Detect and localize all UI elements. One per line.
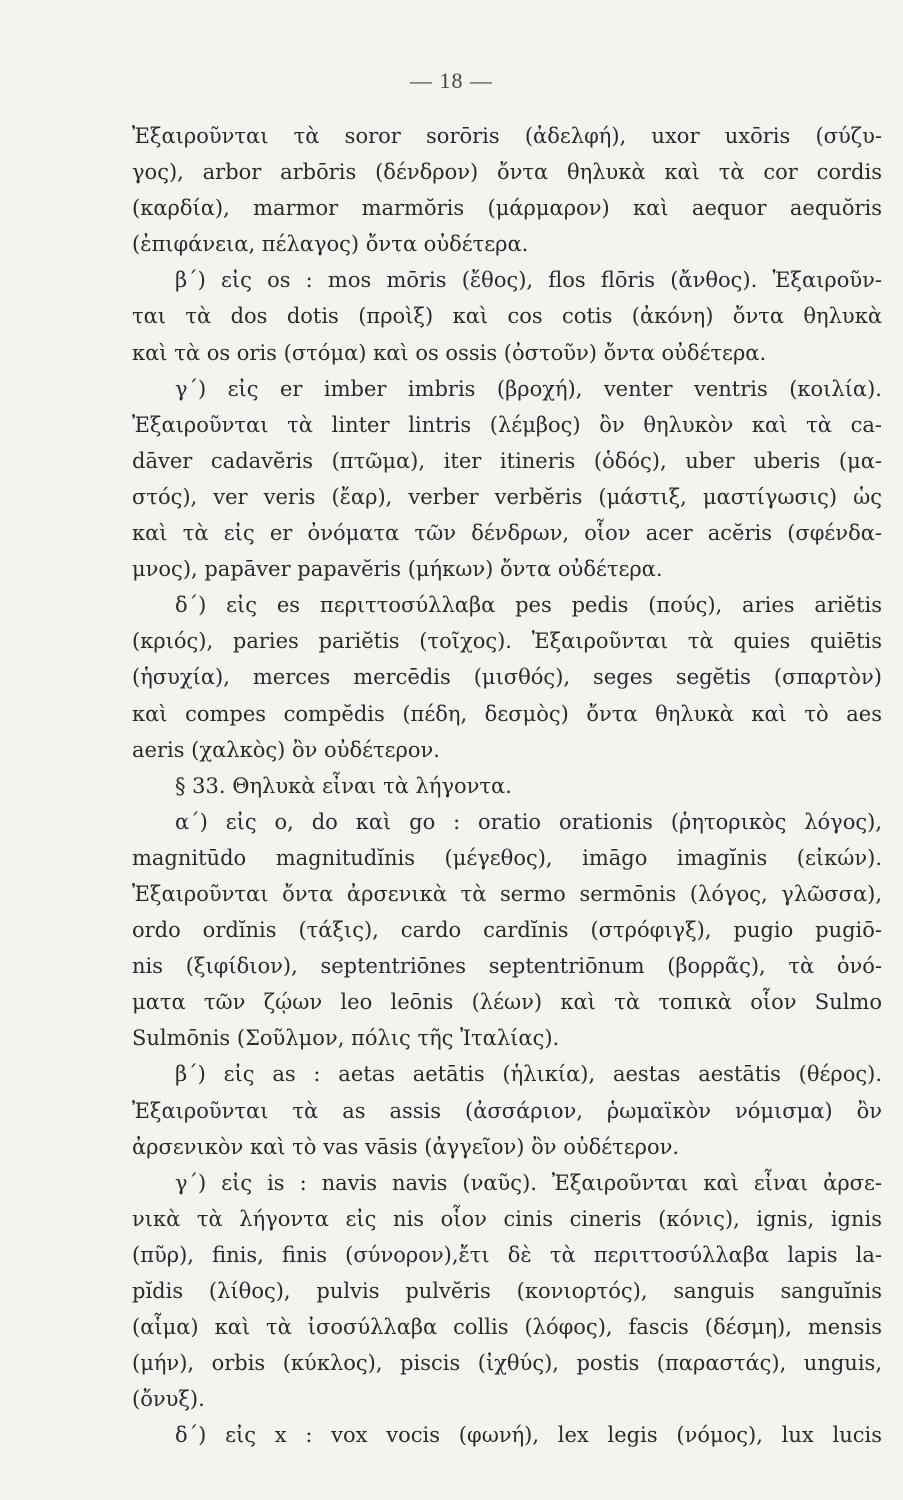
text-line: καὶ τὰ os oris (στόμα) καὶ os ossis (ὀστοῦν) ὄντα οὐδέτερα.: [132, 340, 767, 365]
paragraph: [132, 1417, 882, 1453]
text-line: magnitūdo magnitudĭnis (μέγεθος), imāgo imagĭnis (εἰκών).: [132, 845, 882, 870]
text-line: γ΄) εἰς is : navis navis (ναῦς). Ἐξαιροῦνται καὶ εἶναι ἀρσε-: [175, 1170, 882, 1195]
text-line: καὶ τὰ εἰς er ὀνόματα τῶν δένδρων, οἷον acer acĕris (σφένδα-: [132, 521, 882, 546]
text-line: ται τὰ dos dotis (προὶξ) καὶ cos cotis (ἀκόνη) ὄντα θηλυκὰ: [132, 304, 882, 329]
paragraph: [132, 118, 882, 262]
text-line: ἀρσενικὸν καὶ τὸ vas vāsis (ἀγγεῖον) ὂν οὐδέτερον.: [132, 1134, 680, 1159]
text-line: Ἐξαιροῦνται τὰ as assis (ἀσσάριον, ῥωμαϊκὸν νόμισμα) ὂν: [132, 1098, 882, 1123]
text-line: καὶ compes compĕdis (πέδη, δεσμὸς) ὄντα θηλυκὰ καὶ τὸ aes: [132, 701, 882, 726]
page-number: — 18 —: [410, 68, 493, 93]
text-line: (ἡσυχία), merces mercēdis (μισθός), seges segĕtis (σπαρτὸν): [132, 665, 882, 690]
text-line: aeris (χαλκὸς) ὂν οὐδέτερον.: [132, 737, 440, 762]
text-body: [132, 118, 882, 1453]
text-line: dāver cadavĕris (πτῶμα), iter itineris (ὁδός), uber uberis (μα-: [132, 448, 882, 473]
text-line: (ὄνυξ).: [132, 1387, 205, 1412]
paragraph: [132, 262, 882, 370]
text-line: ματα τῶν ζῴων leo leōnis (λέων) καὶ τὰ τοπικὰ οἷον Sulmo: [132, 990, 882, 1015]
text-line: Ἐξαιροῦνται ὄντα ἀρσενικὰ τὰ sermo sermōnis (λόγος, γλῶσσα),: [132, 881, 882, 906]
paragraph: [132, 804, 882, 1057]
text-line: nis (ξιφίδιον), septentriōnes septentriōnum (βορρᾶς), τὰ ὀνό-: [132, 954, 882, 979]
paragraph: [132, 587, 882, 767]
text-line: Ἐξαιροῦνται τὰ soror sorōris (ἀδελφή), uxor uxōris (σύζυ-: [132, 124, 882, 148]
text-line: (αἷμα) καὶ τὰ ἰσοσύλλαβα collis (λόφος), fascis (δέσμη), mensis: [132, 1315, 882, 1340]
text-line: § 33. Θηλυκὰ εἶναι τὰ λήγοντα.: [175, 773, 512, 798]
text-line: (καρδία), marmor marmŏris (μάρμαρον) καὶ aequor aequŏris: [132, 196, 882, 221]
paragraph: [132, 1056, 882, 1164]
text-line: (ἐπιφάνεια, πέλαγος) ὄντα οὐδέτερα.: [132, 232, 529, 257]
text-line: δ΄) εἰς x : vox vocis (φωνή), lex legis (νόμος), lux lucis: [175, 1423, 882, 1448]
text-line: (μήν), orbis (κύκλος), piscis (ἰχθύς), postis (παραστάς), unguis,: [132, 1351, 882, 1376]
text-line: Ἐξαιροῦνται τὰ linter lintris (λέμβος) ὂν θηλυκὸν καὶ τὰ ca-: [132, 412, 882, 437]
text-line: (πῦρ), finis, finis (σύνορον),ἔτι δὲ τὰ περιττοσύλλαβα lapis la-: [132, 1242, 882, 1267]
paragraph: [132, 768, 882, 804]
text-line: β΄) εἰς os : mos mōris (ἔθος), flos flōris (ἄνθος). Ἐξαιροῦν-: [175, 268, 882, 293]
text-line: α΄) εἰς o, do καὶ go : oratio orationis (ῥητορικὸς λόγος),: [175, 809, 882, 834]
text-line: γος), arbor arbōris (δένδρον) ὄντα θηλυκὰ καὶ τὰ cor cordis: [132, 160, 882, 185]
text-line: γ΄) εἰς er imber imbris (βροχή), venter ventris (κοιλία).: [175, 376, 882, 401]
text-line: β΄) εἰς as : aetas aetātis (ἡλικία), aestas aestātis (θέρος).: [175, 1062, 882, 1087]
text-line: ordo ordĭnis (τάξις), cardo cardĭnis (στρόφιγξ), pugio pugiō-: [132, 918, 882, 943]
text-line: μνος), papāver papavĕris (μήκων) ὄντα οὐδέτερα.: [132, 557, 663, 582]
text-line: νικὰ τὰ λήγοντα εἰς nis οἷον cinis cineris (κόνις), ignis, ignis: [132, 1206, 882, 1231]
paragraph: [132, 1165, 882, 1418]
text-line: στός), ver veris (ἔαρ), verber verbĕris (μάστιξ, μαστίγωσις) ὡς: [132, 484, 882, 509]
text-line: (κριός), paries pariĕtis (τοῖχος). Ἐξαιροῦνται τὰ quies quiētis: [132, 629, 882, 654]
paragraph: [132, 371, 882, 588]
text-line: δ΄) εἰς es περιττοσύλλαβα pes pedis (πούς), aries ariĕtis: [175, 593, 882, 618]
text-line: pĭdis (λίθος), pulvis pulvĕris (κονιορτός), sanguis sanguĭnis: [132, 1279, 882, 1303]
text-line: Sulmōnis (Σοῦλμον, πόλις τῆς Ἰταλίας).: [132, 1026, 560, 1051]
